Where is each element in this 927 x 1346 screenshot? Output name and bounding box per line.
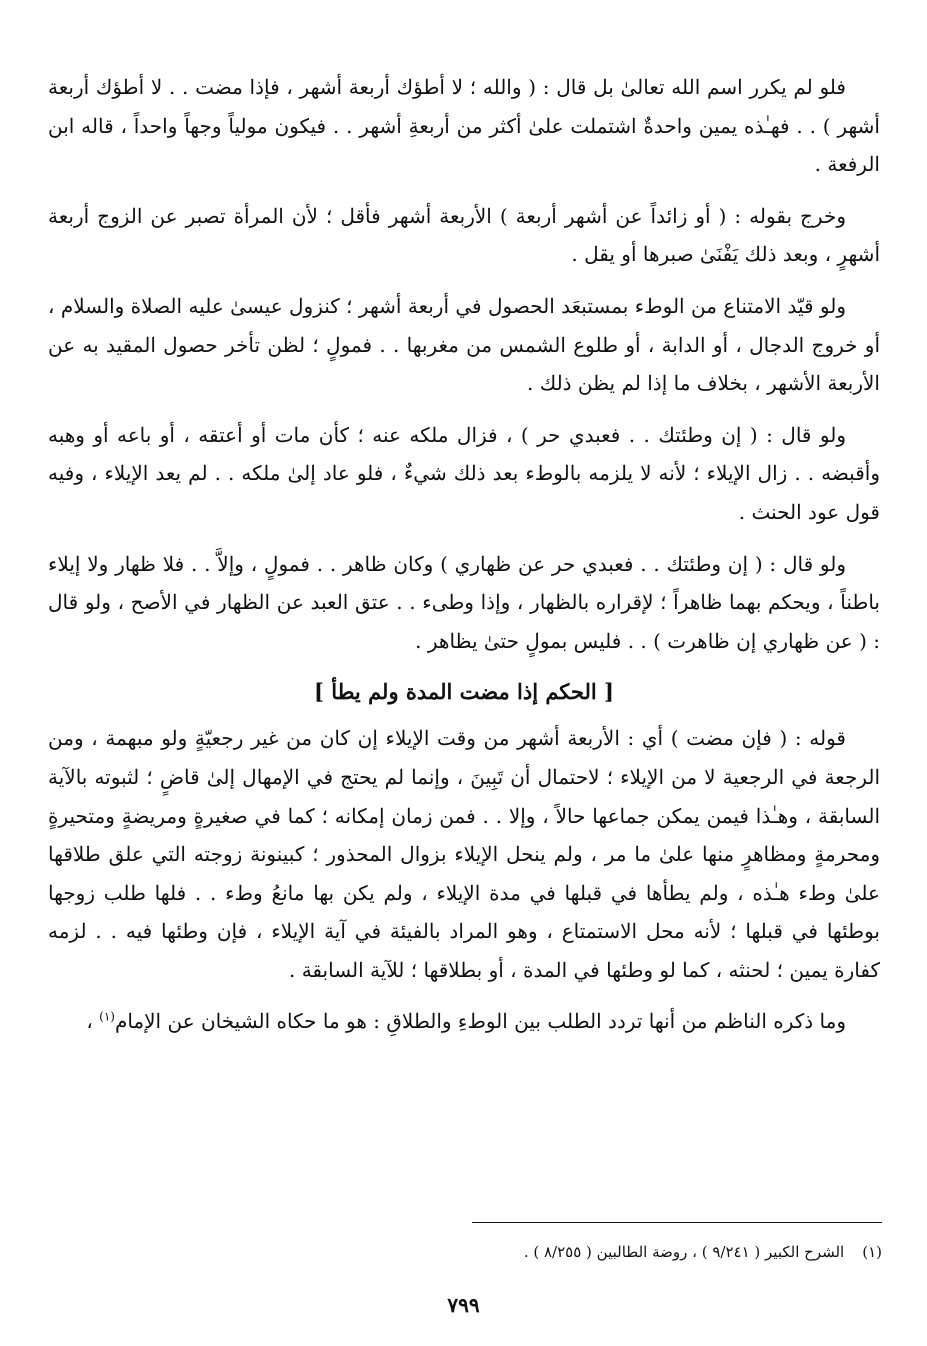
paragraph-2: وخرج بقوله : ( أو زائداً عن أشهر أربعة ) الأربعة أشهر فأقل ؛ لأن المرأة تصبر عن الزوج أربعة أشهرٍ ، وبعد ذلك يَفْنَىٰ صبرها أو يقل .: [48, 203, 880, 267]
page-number: ٧٩٩: [447, 1293, 480, 1317]
footnote-separator: [472, 1222, 882, 1223]
footnote-reference[interactable]: (١): [99, 1009, 115, 1024]
section-heading: [ الحكم إذا مضت المدة ولم يطأ ]: [314, 679, 614, 705]
paragraph-7: [48, 1002, 880, 1041]
footnote-text: الشرح الكبير ( ٩/٢٤١ ) ، روضة الطالبين ( ٨/٢٥٥ ) .: [523, 1243, 845, 1261]
paragraph-1: فلو لم يكرر اسم الله تعالىٰ بل قال : ( والله ؛ لا أطؤك أربعة أشهر ، فإذا مضت . . لا أطؤك أربعة أشهر ) . . فهـٰذه يمين واحدةٌ اشتملت علىٰ أكثر من أربعةِ أشهر . . فيكون مولياً وجهاً واحداً ، قاله ابن الرفعة .: [48, 75, 880, 177]
paragraph-4: ولو قال : ( إن وطئتك . . فعبدي حر ) ، فزال ملكه عنه ؛ كأن مات أو أعتقه ، أو باعه أو وهبه وأقبضه . . زال الإيلاء ؛ لأنه لا يلزمه بالوطء بعد ذلك شيءٌ ، فلو عاد إلىٰ ملكه . . لم يعد الإيلاء ، وفيه قول عود الحنث .: [48, 422, 880, 524]
paragraph-3: ولو قيّد الامتناع من الوطء بمستبعَد الحصول في أربعة أشهر ؛ كنزول عيسىٰ عليه الصلاة والسلام ، أو خروج الدجال ، أو الدابة ، أو طلوع الشمس من مغربها . . فمولٍ ؛ لظن تأخر حصول المقيد به عن الأربعة الأشهر ، بخلاف ما إذا لم يظن ذلك .: [48, 293, 880, 396]
paragraph-6: قوله : ( فإن مضت ) أي : الأربعة أشهر من وقت الإيلاء إن كان من غير رجعيّةٍ ولو مبهمة ، ومن الرجعة في الرجعية لا من الإيلاء ؛ لاحتمال أن تَبِينَ ، وإنما لم يحتج في الإمهال إلىٰ قاضٍ ؛ لثبوته بالآية السابقة ، وهـٰذا فيمن يمكن جماعها حالاً ، وإلا . . فمن زمان إمكانه ؛ كما في صغيرةٍ ومريضةٍ ومتحيرةٍ ومحرمةٍ ومظاهرٍ منها علىٰ ما مر ، ولم ينحل الإيلاء بزوال المحذور ؛ كبينونة زوجته التي علق طلاقها علىٰ وطء هـٰذه ، ولم يطأها في قبلها في مدة الإيلاء ، ولم يكن بها مانعُ وطء . . فلها طلب زوجها بوطئها في قبلها ؛ لأنه محل الاستمتاع ، وهو المراد بالفيئة في آية الإيلاء ، فإن وطئها فيه . . لزمه كفارة يمين ؛ لحنثه ، كما لو وطئها في المدة ، أو بطلاقها ؛ للآية السابقة .: [48, 726, 880, 982]
paragraph-7-text: وما ذكره الناظم من أنها تردد الطلب بين الوطءِ والطلاقِ : هو ما حكاه الشيخان عن الإمام: [114, 1009, 846, 1034]
paragraph-7-tail: ،: [86, 1009, 100, 1034]
footnote: [48, 1240, 882, 1264]
footnote-number: (١): [862, 1243, 882, 1261]
paragraph-5: ولو قال : ( إن وطئتك . . فعبدي حر عن ظهاري ) وكان ظاهر . . فمولٍ ، وإلاَّ . . فلا ظهار ولا إيلاء باطناً ، ويحكم بهما ظاهراً ؛ لإقراره بالظهار ، وإذا وطىء . . عتق العبد عن الظهار في الأصح ، ولو قال : ( عن ظهاري إن ظاهرت ) . . فليس بمولٍ حتىٰ يظاهر .: [48, 551, 880, 653]
main-text: [48, 68, 880, 1054]
